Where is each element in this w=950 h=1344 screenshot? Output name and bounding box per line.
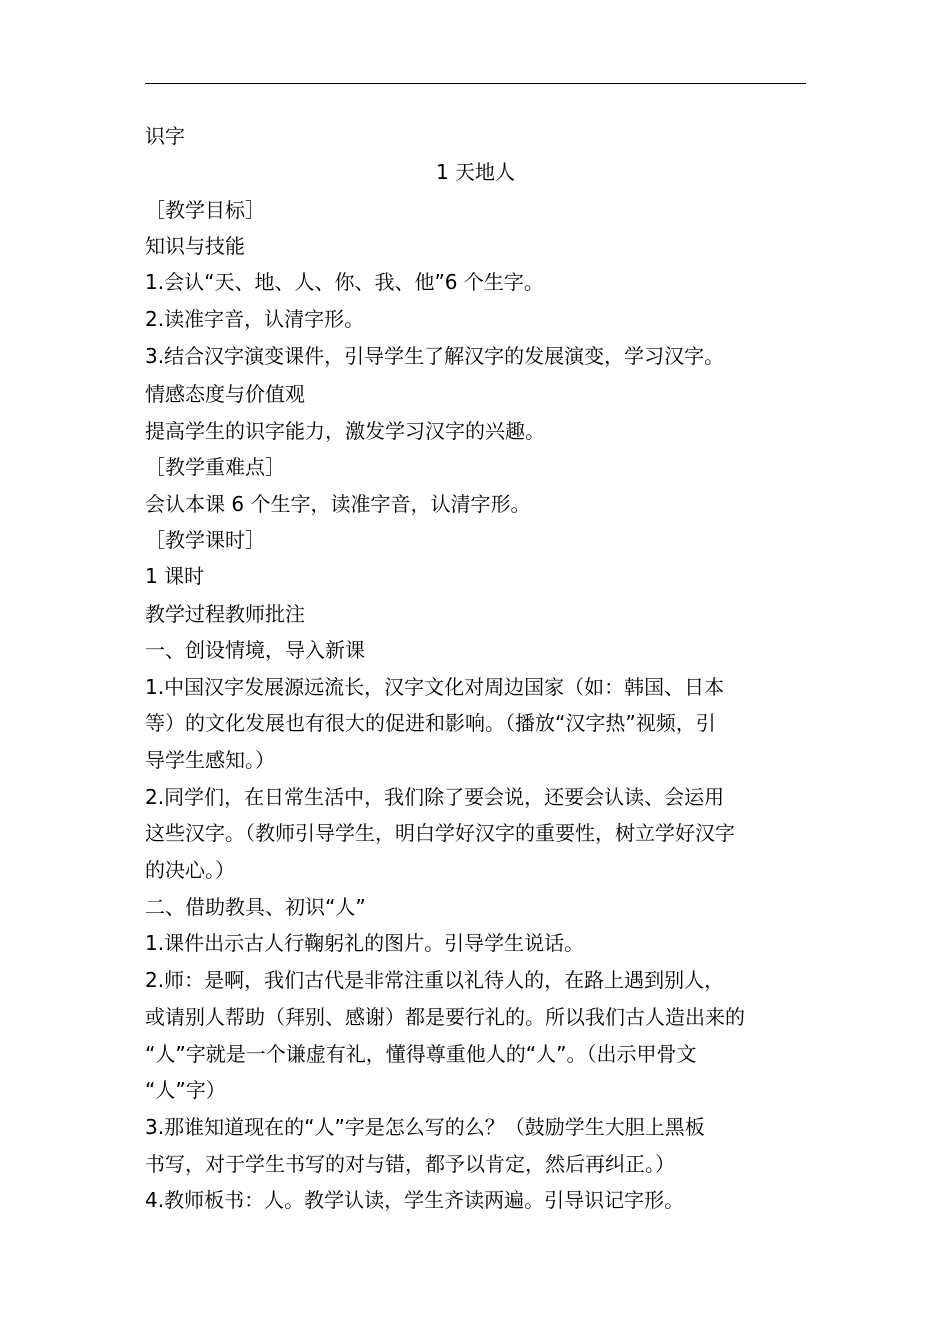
paragraph-line: 1.课件出示古人行鞠躬礼的图片。引导学生说话。 xyxy=(145,931,585,955)
heading-teaching-goals: ［教学目标］ xyxy=(145,198,265,222)
paragraph-line: 的决心。） xyxy=(145,858,235,882)
section-label: 识字 xyxy=(145,124,185,148)
goal-item-2: 2.读准字音，认清字形。 xyxy=(145,307,365,331)
class-hours-text: 1 课时 xyxy=(145,564,205,588)
section-one-heading: 一、创设情境，导入新课 xyxy=(145,638,365,662)
paragraph-line: 或请别人帮助（拜别、感谢）都是要行礼的。所以我们古人造出来的 xyxy=(145,1005,745,1029)
subheading-attitude-values: 情感态度与价值观 xyxy=(145,382,305,406)
paragraph-line: 2.同学们，在日常生活中，我们除了要会说，还要会认读、会运用 xyxy=(145,785,725,809)
goal-item-3: 3.结合汉字演变课件，引导学生了解汉字的发展演变，学习汉字。 xyxy=(145,344,725,368)
lesson-title: 1 天地人 xyxy=(435,160,516,184)
paragraph-line: “人”字） xyxy=(145,1078,226,1102)
paragraph-line: 2.师：是啊，我们古代是非常注重以礼待人的，在路上遇到别人， xyxy=(145,968,725,992)
paragraph-line: “人”字就是一个谦虚有礼，懂得尊重他人的“人”。（出示甲骨文 xyxy=(145,1042,697,1066)
paragraph-line: 4.教师板书：人。教学认读，学生齐读两遍。引导识记字形。 xyxy=(145,1188,685,1212)
paragraph-line: 1.中国汉字发展源远流长，汉字文化对周边国家（如：韩国、日本 xyxy=(145,675,725,699)
heading-class-hours: ［教学课时］ xyxy=(145,528,265,552)
header-rule xyxy=(145,83,806,84)
heading-teaching-process: 教学过程教师批注 xyxy=(145,602,305,626)
paragraph-line: 导学生感知。） xyxy=(145,748,275,772)
section-two-heading: 二、借助教具、初识“人” xyxy=(145,895,366,919)
paragraph-line: 3.那谁知道现在的“人”字是怎么写的么？（鼓励学生大胆上黑板 xyxy=(145,1115,705,1139)
attitude-text: 提高学生的识字能力，激发学习汉字的兴趣。 xyxy=(145,419,545,443)
paragraph-line: 等）的文化发展也有很大的促进和影响。（播放“汉字热”视频，引 xyxy=(145,711,716,735)
heading-key-points: ［教学重难点］ xyxy=(145,455,285,479)
subheading-knowledge-skills: 知识与技能 xyxy=(145,234,245,258)
key-points-text: 会认本课 6 个生字，读准字音，认清字形。 xyxy=(145,492,531,516)
paragraph-line: 书写，对于学生书写的对与错，都予以肯定，然后再纠正。） xyxy=(145,1152,675,1176)
paragraph-line: 这些汉字。（教师引导学生，明白学好汉字的重要性，树立学好汉字 xyxy=(145,821,735,845)
goal-item-1: 1.会认“天、地、人、你、我、他”6 个生字。 xyxy=(145,270,544,294)
